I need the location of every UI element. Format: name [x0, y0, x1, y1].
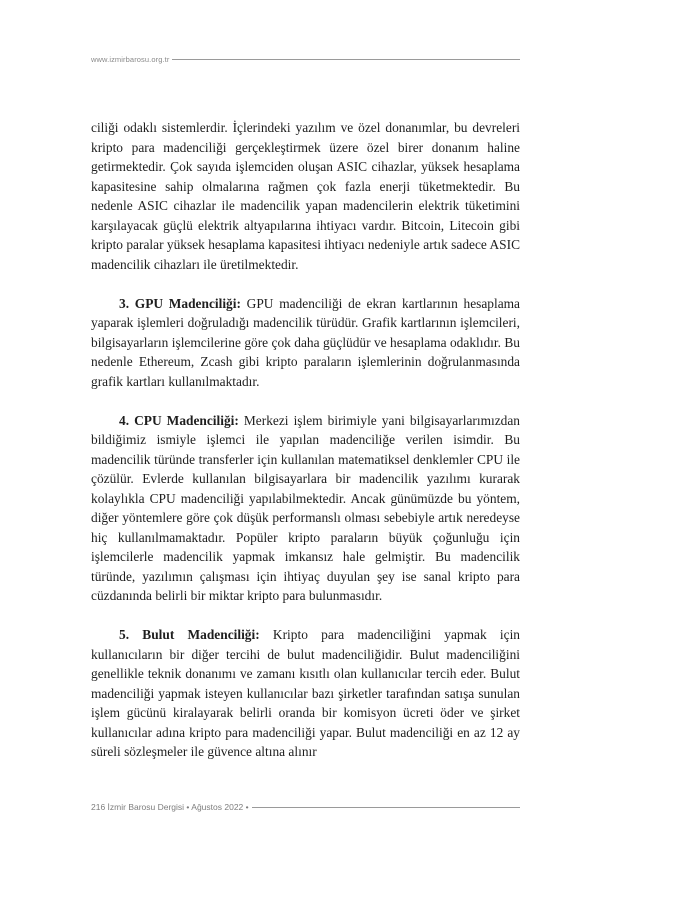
- paragraph-asic-continued: [91, 118, 520, 274]
- paragraph-cpu-mining: [91, 411, 520, 606]
- body-text: [91, 118, 520, 762]
- header-rule: [172, 59, 520, 60]
- paragraph-text: Merkezi işlem birimiyle yani bilgisayarlarımızdan bildiğimiz ismiyle işlemci ile yapılan madenciliğe verilen isimdir. Bu madencilik türünde transferler için kullanılan matematiksel denklemler CPU ile çözülür. Evlerde kullanılan bilgisayarlara bir madencilik yazılımı kurarak kolaylıkla CPU madenciliği yapılabilmektedir. Ancak günümüzde bu yöntem, diğer yöntemlere göre çok düşük performanslı olması sebebiyle artık neredeyse hiç kullanılmamaktadır. Popüler kripto paraların büyük çoğunluğu için işlemcilerle madencilik yapmak imkansız hale gelmiştir. Bu madencilik türünde, yazılımın çalışması için ihtiyaç duyulan şey ise sanal kripto para cüzdanında belirli bir miktar kripto para bulunmasıdır.: [91, 412, 520, 603]
- paragraph-text: Kripto para madenciliğini yapmak için kullanıcıların bir diğer tercihi de bulut madenciliğidir. Bulut madenciliğini genellikle teknik donanımı ve zamanı kısıtlı olan kullanıcılar tercih eder. Bulut madenciliği yapmak isteyen kullanıcılar bazı şirketler tarafından satışa sunulan işlem gücünü kiralayarak belirli oranda bir komisyon ücreti öder ve şirket kullanıcılar adına kripto para madenciliği yapar. Bulut madenciliği en az 12 ay süreli sözleşmeler ile güvence altına alınır: [91, 627, 520, 759]
- section-heading-gpu: 3. GPU Madenciliği:: [119, 295, 241, 311]
- paragraph-text: ciliği odaklı sistemlerdir. İçlerindeki yazılım ve özel donanımlar, bu devreleri kripto para madenciliği gerçekleştirmek üzere özel birer donanım haline getirmektedir. Çok sayıda işlemciden oluşan ASIC cihazlar, yüksek hesaplama kapasitesine sahip olmalarına rağmen çok fazla enerji tüketmektedir. Bu nedenle ASIC cihazlar ile madencilik yapan madencilerin elektrik tüketimini karşılayacak güçlü elektrik altyapılarına ihtiyacı vardır. Bitcoin, Litecoin gibi kripto paralar yüksek hesaplama kapasitesi ihtiyacı nedeniyle artık sadece ASIC madencilik cihazları ile üretilmektedir.: [91, 120, 520, 272]
- paragraph-gpu-mining: [91, 294, 520, 392]
- page-header: [91, 52, 520, 66]
- section-heading-cloud: 5. Bulut Madenciliği:: [119, 627, 260, 642]
- page-footer: [91, 800, 520, 814]
- footer-text: 216 İzmir Barosu Dergisi • Ağustos 2022 •: [91, 802, 249, 812]
- section-heading-cpu: 4. CPU Madenciliği:: [119, 412, 239, 428]
- paragraph-text: GPU madenciliği de ekran kartlarının hesaplama yaparak işlemleri doğruladığı madencilik türüdür. Grafik kartlarının işlemcileri, bilgisayarların işlemcilerine göre çok daha güçlüdür ve hesaplama odaklıdır. Bu nedenle Ethereum, Zcash gibi kripto paraların işlemlerinin doğrulanmasında grafik kartları kullanılmaktadır.: [91, 295, 521, 389]
- paragraph-cloud-mining: [91, 625, 520, 762]
- footer-rule: [252, 807, 520, 808]
- header-url[interactable]: www.izmirbarosu.org.tr: [91, 54, 170, 64]
